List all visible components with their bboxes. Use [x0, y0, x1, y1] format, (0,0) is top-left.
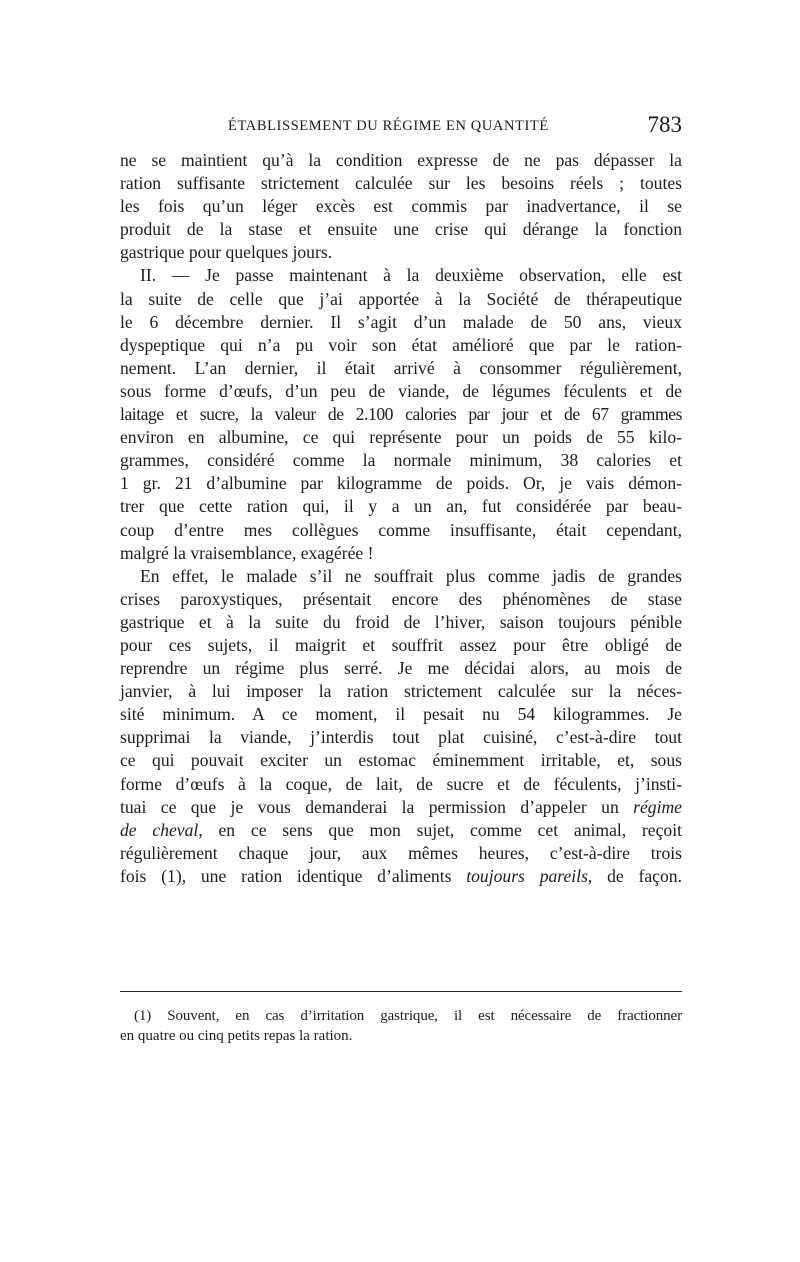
text-line: supprimai la viande, j’interdis tout plat cuisiné, c’est-à-dire tout [120, 727, 682, 748]
text-line: sité minimum. A ce moment, il pesait nu 54 kilogrammes. Je [120, 704, 682, 725]
text-line: les fois qu’un léger excès est commis par inadvertance, il se [120, 196, 682, 217]
paragraph-start-line: En effet, le malade s’il ne souffrait plus comme jadis de grandes [140, 565, 682, 586]
text-line: crises paroxystiques, présentait encore des phénomènes de stase [120, 588, 682, 609]
text-line: dyspeptique qui n’a pu voir son état amélioré que par le ration- [120, 334, 682, 355]
text-segment: tuai ce que je vous demanderai la permission d’appeler un [120, 796, 619, 817]
text-line: environ en albumine, ce qui représente pour un poids de 55 kilo- [120, 427, 682, 448]
text-line: grammes, considéré comme la normale minimum, 38 calories et [120, 450, 682, 471]
text-line-with-italic [120, 819, 682, 842]
text-line: forme d’œufs à la coque, de lait, de sucre et de féculents, j’insti- [120, 773, 682, 794]
text-line: 1 gr. 21 d’albumine par kilogramme de poids. Or, je vais démon- [120, 473, 682, 494]
footnote-line: (1) Souvent, en cas d’irritation gastrique, il est nécessaire de fractionner [134, 1008, 682, 1024]
text-line-with-italic [120, 796, 682, 819]
text-line: reprendre un régime plus serré. Je me décidai alors, au mois de [120, 658, 682, 679]
text-segment: fois (1), une ration identique d’aliments [120, 865, 452, 886]
text-line: nement. L’an dernier, il était arrivé à consommer régulièrement, [120, 357, 682, 378]
footnote-line: en quatre ou cinq petits repas la ration. [120, 1028, 353, 1044]
running-title: ÉTABLISSEMENT DU RÉGIME EN QUANTITÉ [228, 118, 549, 134]
footnote [120, 1006, 682, 1046]
text-line: produit de la stase et ensuite une crise qui dérange la fonction [120, 219, 682, 240]
text-line: trer que cette ration qui, il y a un an, fut considérée par beau- [120, 496, 682, 517]
text-line: coup d’entre mes collègues comme insuffisante, était cependant, [120, 519, 682, 540]
text-line: malgré la vraisemblance, exagérée ! [120, 542, 374, 563]
paragraph-start-line: II. — Je passe maintenant à la deuxième observation, elle est [140, 265, 682, 286]
italic-term: régime [633, 796, 682, 817]
text-line: régulièrement chaque jour, aux mêmes heures, c’est-à-dire trois [120, 842, 682, 863]
text-line: la suite de celle que j’ai apportée à la Société de thérapeutique [120, 288, 682, 309]
text-segment: , de façon. [587, 865, 682, 886]
text-line: gastrique pour quelques jours. [120, 242, 333, 263]
text-line: pour ces sujets, il maigrit et souffrit assez pour être obligé de [120, 634, 682, 655]
text-line-with-italic [120, 865, 682, 888]
text-line: laitage et sucre, la valeur de 2.100 calories par jour et de 67 grammes [120, 404, 682, 425]
text-line: sous forme d’œufs, d’un peu de viande, de légumes féculents et de [120, 380, 682, 401]
text-line: ration suffisante strictement calculée sur les besoins réels ; toutes [120, 173, 682, 194]
italic-term: de cheval [120, 819, 199, 840]
italic-term: toujours pareils [466, 865, 588, 886]
body-text [120, 149, 682, 888]
text-line: le 6 décembre dernier. Il s’agit d’un malade de 50 ans, vieux [120, 311, 682, 332]
text-line: janvier, à lui imposer la ration strictement calculée sur la néces- [120, 681, 682, 702]
running-head [120, 112, 682, 142]
page-number: 783 [647, 112, 682, 137]
text-segment: , en ce sens que mon sujet, comme cet animal, reçoit [198, 819, 682, 840]
text-line: ne se maintient qu’à la condition expresse de ne pas dépasser la [120, 150, 682, 170]
footnote-rule [120, 991, 682, 992]
text-line: gastrique et à la suite du froid de l’hiver, saison toujours pénible [120, 611, 682, 632]
text-line: ce qui pouvait exciter un estomac éminemment irritable, et, sous [120, 750, 682, 771]
